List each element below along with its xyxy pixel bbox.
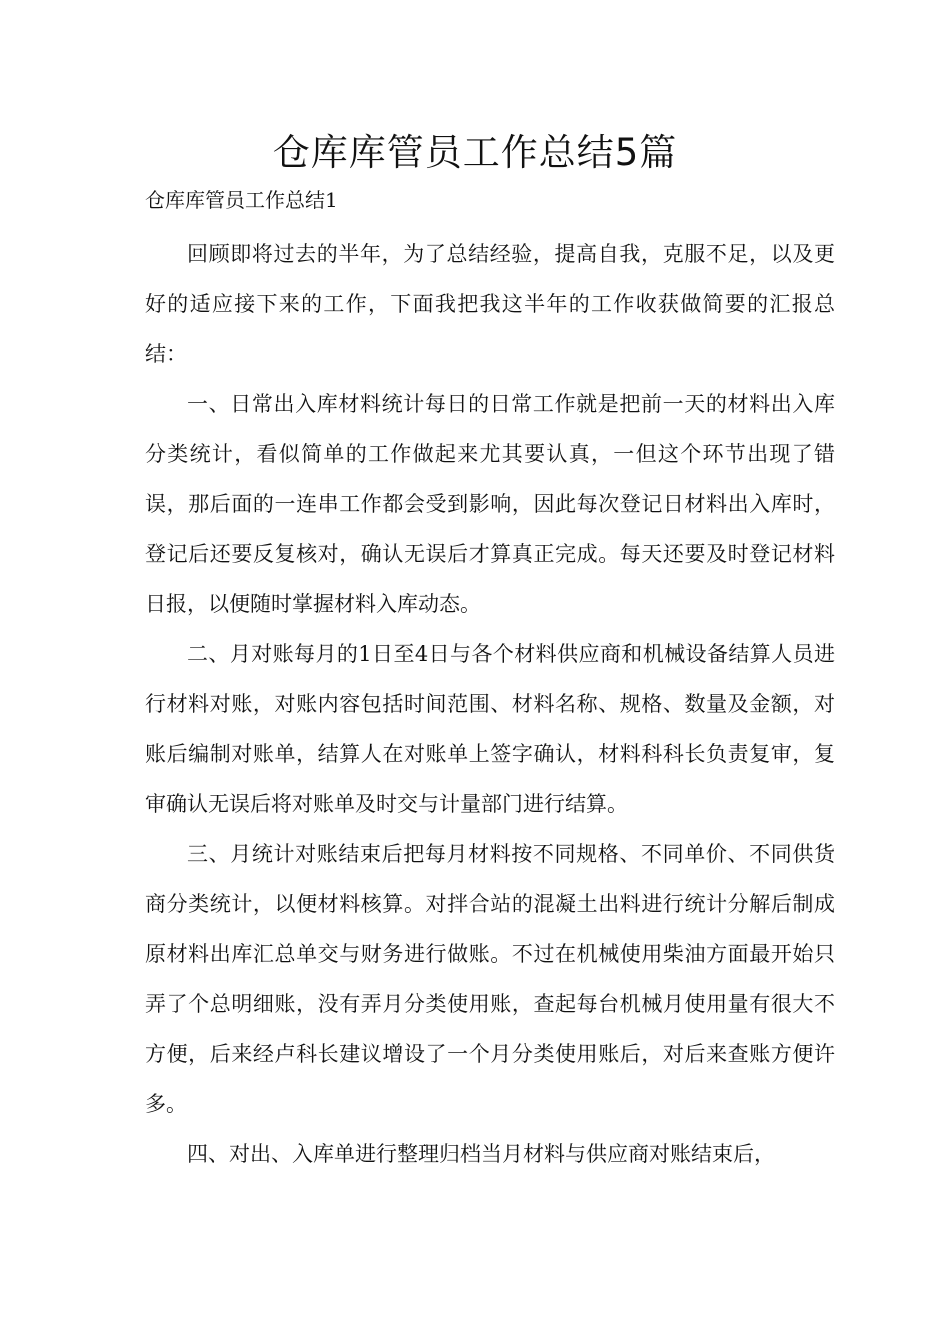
paragraph-item-2: 二、月对账每月的1日至4日与各个材料供应商和机械设备结算人员进行材料对账，对账内容包括时间范围、材料名称、规格、数量及金额，对账后编制对账单，结算人在对账单上签字确认，材料科科长负责复审，复审确认无误后将对账单及时交与计量部门进行结算。 — [145, 642, 835, 816]
paragraph-item-3: 三、月统计对账结束后把每月材料按不同规格、不同单价、不同供货商分类统计，以便材料核算。对拌合站的混凝土出料进行统计分解后制成原材料出库汇总单交与财务进行做账。不过在机械使用柴油方面最开始只弄了个总明细账，没有弄月分类使用账，查起每台机械月使用量有很大不方便，后来经卢科长建议增设了一个月分类使用账后，对后来查账方便许多。 — [145, 842, 835, 1116]
section-heading: 仓库库管员工作总结1 — [145, 188, 338, 212]
paragraph-intro: 回顾即将过去的半年，为了总结经验，提高自我，克服不足，以及更好的适应接下来的工作，下面我把我这半年的工作收获做简要的汇报总结： — [145, 242, 835, 366]
paragraph-item-4: 四、对出、入库单进行整理归档当月材料与供应商对账结束后， — [187, 1142, 775, 1166]
document-title: 仓库库管员工作总结5篇 — [272, 131, 678, 174]
paragraph-item-1: 一、日常出入库材料统计每日的日常工作就是把前一天的材料出入库分类统计，看似简单的工作做起来尤其要认真，一但这个环节出现了错误，那后面的一连串工作都会受到影响，因此每次登记日材料出入库时，登记后还要反复核对，确认无误后才算真正完成。每天还要及时登记材料日报，以便随时掌握材料入库动态。 — [145, 392, 835, 616]
document-body — [145, 229, 835, 1179]
